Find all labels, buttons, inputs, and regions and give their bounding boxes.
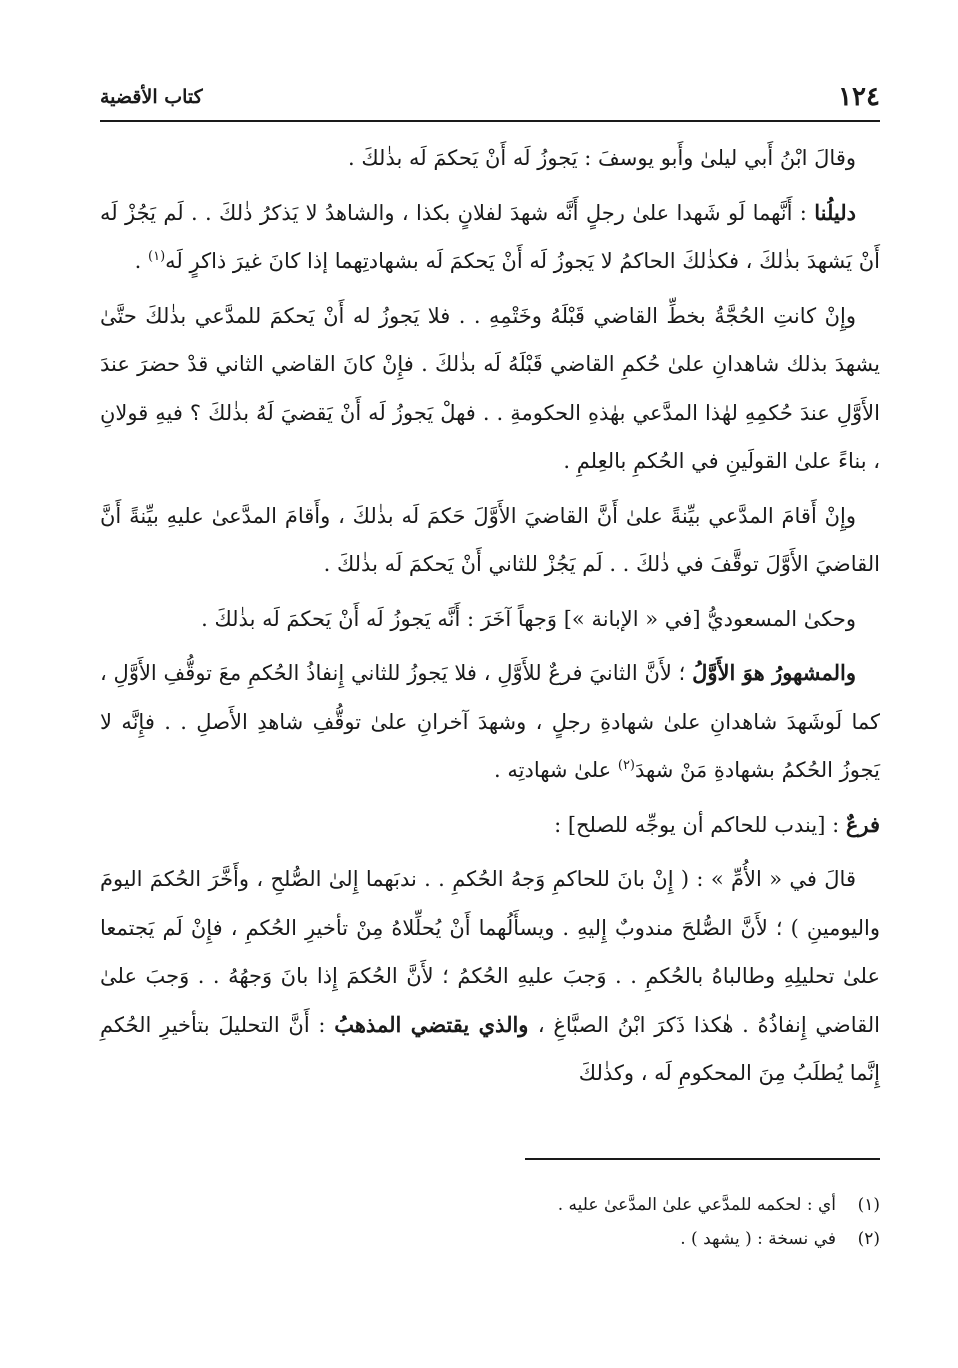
paragraph-6-end: علىٰ شهادتِه . — [494, 758, 618, 782]
footnote-2-number: (٢) — [857, 1229, 880, 1249]
footnote-1-number: (١) — [857, 1195, 880, 1215]
footnote-2-text: في نسخة : ( يشهد ) . — [680, 1229, 836, 1249]
section-heading-lead: فرعٌ — [845, 811, 880, 837]
footnote-1-text: أي : لحكمه للمدَّعي علىٰ المدَّعىٰ عليه . — [557, 1195, 836, 1215]
footnote-1 — [280, 1188, 880, 1222]
paragraph-2 — [100, 189, 880, 286]
section-heading-text: : [يندب للحاكم أن يوجِّه للصلح] : — [554, 812, 846, 837]
footnote-divider — [525, 1158, 880, 1160]
paragraph-2-text: : أَنَّهما لَو شَهدا علىٰ رجلٍ أَنَّه شهدَ لفلانٍ بكذا ، والشاهدُ لا يَذكرُ ذٰلكَ . . لَم يَجُزْ لَه أَنْ يَشهدَ بذٰلكَ ، فكذٰلكَ الحاكمُ لا يَجوزُ لَه أَنْ يَحكمَ لَه بشهادتِهما إذا كانَ غيرَ ذاكرٍ لَه — [100, 200, 880, 273]
paragraph-7-end: : أَنَّ التحليلَ بتأخيرِ الحُكمِ إِنَّما يُطلَبُ مِنَ المحكومِ لَه ، وكذٰلكَ — [100, 1012, 880, 1085]
paragraph-7-text: قالَ في « الأُمِّ » : ( إِنْ بانَ للحاكمِ وَجهُ الحُكمِ . . ندبَهما إِلىٰ الصُّلحِ ، وأَخَّرَ الحُكمَ اليومَ واليومينِ ) ؛ لأَنَّ الصُّلحَ مندوبٌ إِليهِ . ويسأَلُهما أَنْ يُحلِّلاهُ مِنْ تأخيرِ الحُكمِ ، فإِنْ لَم يَجتمعا علىٰ تحليلِهِ وطالباهُ بالحُكمِ . . وَجبَ عليهِ الحُكمُ ؛ لأَنَّ الحُكمَ إِذا بانَ وَجهُهُ . . وَجبَ علىٰ القاضي إِنفاذُهُ . هٰكذا ذَكرَ ابْنُ الصبَّاغِ ، — [100, 867, 880, 1037]
running-title: كتاب الأقضية — [100, 86, 203, 108]
paragraph-5: وحكىٰ المسعوديُّ [في « الإبانة »] وَجهاً آخَرَ : أَنَّه يَجوزُ لَه أَنْ يَحكمَ لَه بذٰلكَ . — [201, 606, 856, 631]
paragraph-6 — [100, 649, 880, 795]
paragraph-3: وإِنْ كانتِ الحُجَّةُ بخطِّ القاضي قَبْلَهُ وخَتْمِهِ . . فلا يَجوزُ له أَنْ يَحكمَ للمدَّعي بذٰلكَ حتَّىٰ يشهدَ بذلك شاهدانِ علىٰ حُكمِ القاضي قَبْلَهُ لَه بذٰلكَ . فإِنْ كانَ القاضي الثاني قدْ حضرَ عندَ الأَوَّلِ عندَ حُكمِهِ لهٰذا المدَّعي بهٰذهِ الحكومةِ . . فهلْ يَجوزُ لَه أَنْ يَقضيَ لَهُ بذٰلكَ ؟ فيهِ قولانِ ، بناءً علىٰ القولَينِ في الحُكمِ بالعِلمِ . — [100, 303, 880, 473]
paragraph-2-lead: دليلُنا — [814, 199, 856, 225]
paragraph-1: وقالَ ابْنُ أَبي ليلىٰ وأَبو يوسفَ : يَجوزُ لَه أَنْ يَحكمَ لَه بذٰلكَ . — [348, 146, 856, 170]
page-header — [100, 80, 880, 122]
footnotes — [280, 1188, 880, 1256]
paragraph-7-bold: والذي يقتضي المذهبُ — [334, 1011, 538, 1037]
footnote-2 — [280, 1222, 880, 1256]
main-text — [100, 134, 880, 1098]
paragraph-6-text: ؛ لأَنَّ الثانيَ فرعٌ للأَوَّلِ ، فلا يَجوزُ للثاني إِنفاذُ الحُكمِ معَ توقُّفِ الأَوَّلِ ، كما لَوشَهدَ شاهدانِ علىٰ شهادةِ رجلٍ ، وشهدَ آخرانِ علىٰ توقُّفِ شاهدِ الأَصلِ . . فإِنَّه لا يَجوزُ الحُكمُ بشهادةِ مَنْ شهدَ — [100, 661, 880, 782]
footnote-ref-1: (١) — [148, 249, 166, 264]
paragraph-4: وإِنْ أَقامَ المدَّعي بيِّنةً علىٰ أَنَّ القاضيَ الأَوَّلَ حَكمَ لَه بذٰلكَ ، وأَقامَ المدَّعىٰ عليهِ بيِّنةً أَنَّ القاضيَ الأَوَّلَ توقَّفَ في ذٰلكَ . . لَم يَجُزْ للثاني أَنْ يَحكمَ لَه بذٰلكَ . — [100, 503, 880, 576]
section-heading — [100, 801, 880, 850]
paragraph-2-end: . — [134, 249, 149, 273]
paragraph-6-lead: والمشهورُ هوَ الأَوَّلُ — [692, 660, 856, 685]
paragraph-7 — [100, 855, 880, 1098]
page-number: ١٢٤ — [838, 82, 880, 112]
footnote-ref-2: (٢) — [617, 758, 635, 773]
